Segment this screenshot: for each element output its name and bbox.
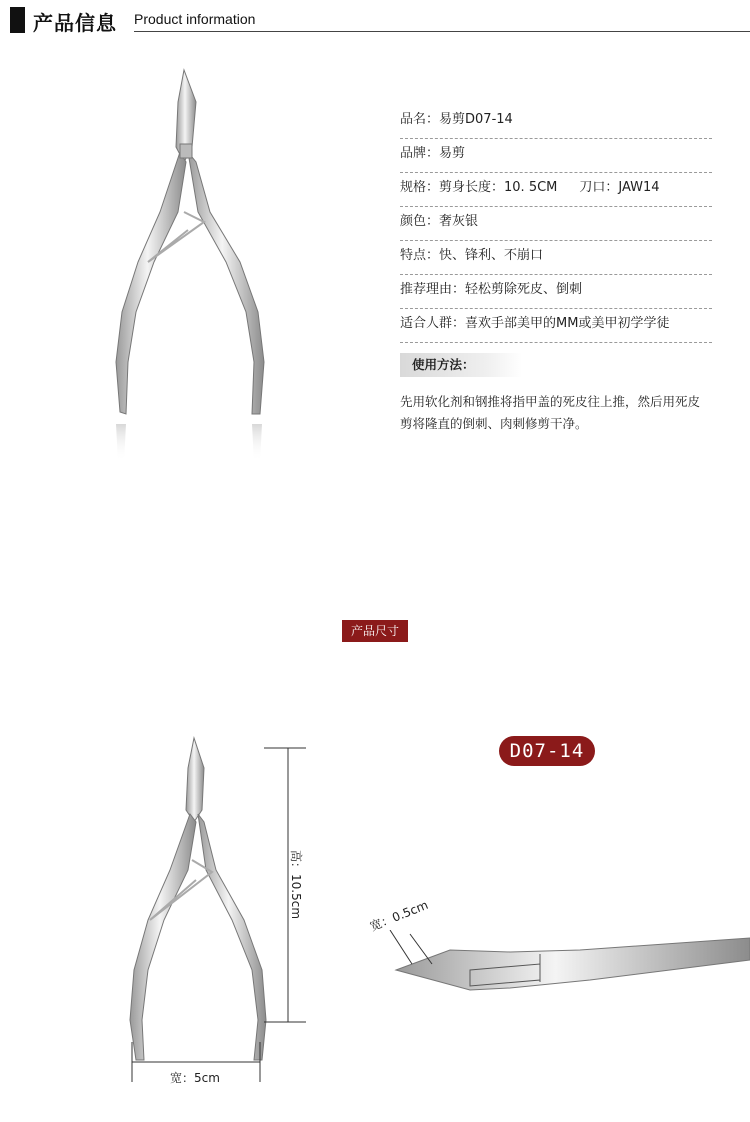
size-section-tag: 产品尺寸 bbox=[342, 620, 408, 642]
dimension-diagram-nipper bbox=[0, 730, 330, 1090]
header-marker bbox=[10, 7, 25, 33]
header-underline bbox=[134, 31, 750, 32]
info-key: 适合人群： bbox=[400, 316, 466, 331]
info-key: 颜色： bbox=[400, 214, 440, 229]
info-row-reason bbox=[400, 275, 712, 309]
blade-closeup bbox=[380, 930, 750, 1050]
info-value: 喜欢手部美甲的MM或美甲初学学徒 bbox=[465, 316, 670, 331]
info-value: 剪身长度：10. 5CM bbox=[439, 180, 558, 195]
height-label-wrap bbox=[282, 845, 312, 975]
info-value: 轻松剪除死皮、倒刺 bbox=[465, 282, 583, 297]
width-label: 宽：5cm bbox=[170, 1071, 220, 1085]
info-key: 推荐理由： bbox=[400, 282, 466, 297]
info-row-color bbox=[400, 207, 712, 241]
info-key: 规格： bbox=[400, 180, 440, 195]
section-header bbox=[0, 0, 750, 40]
blade-label-wrap bbox=[366, 895, 456, 945]
info-row-brand bbox=[400, 139, 712, 173]
product-info-list bbox=[400, 105, 712, 435]
model-badge: D07-14 bbox=[499, 736, 595, 766]
info-value: 易剪 bbox=[439, 146, 466, 161]
info-key: 品牌： bbox=[400, 146, 440, 161]
info-value: 奢灰银 bbox=[439, 214, 479, 229]
usage-title: 使用方法： bbox=[400, 353, 522, 377]
info-row-audience bbox=[400, 309, 712, 343]
info-value-jaw: 刀口：JAW14 bbox=[579, 180, 660, 195]
blade-width-label: 宽：0.5cm bbox=[367, 897, 431, 934]
info-row-feature bbox=[400, 241, 712, 275]
info-key: 特点： bbox=[400, 248, 440, 263]
width-label-wrap bbox=[168, 1066, 268, 1090]
height-label: 高：10.5cm bbox=[289, 850, 303, 920]
header-title-en: Product information bbox=[134, 11, 256, 27]
header-title-cn: 产品信息 bbox=[33, 11, 117, 35]
info-row-spec bbox=[400, 173, 712, 207]
info-value: 易剪D07-14 bbox=[439, 112, 513, 127]
usage-text: 先用软化剂和钢推将指甲盖的死皮往上推，然后用死皮剪将隆直的倒刺、肉刺修剪干净。 bbox=[400, 394, 701, 431]
info-key: 品名： bbox=[400, 112, 440, 127]
info-row-name bbox=[400, 105, 712, 139]
info-value: 快、锋利、不崩口 bbox=[439, 248, 544, 263]
product-photo-nipper bbox=[100, 62, 300, 482]
